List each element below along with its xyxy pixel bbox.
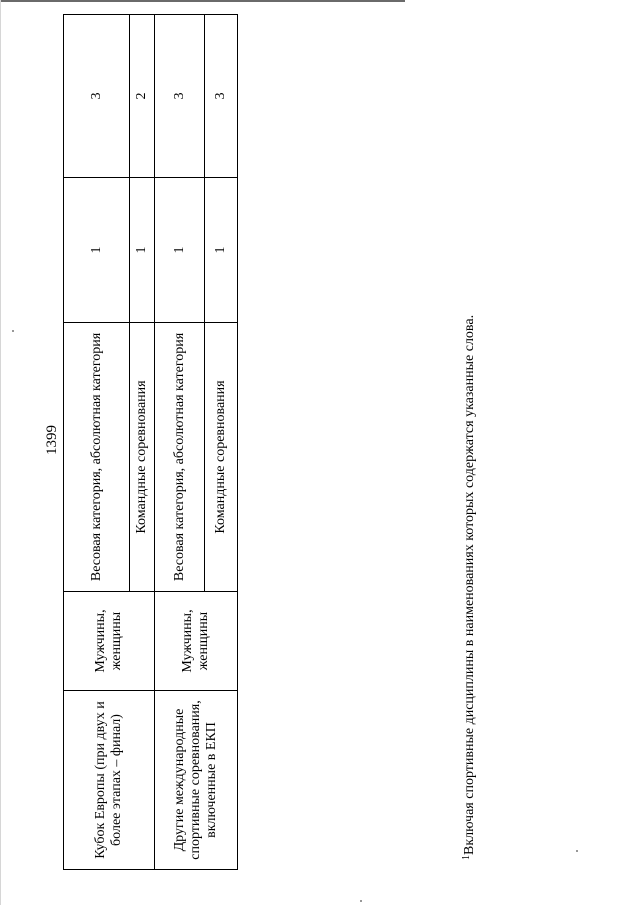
scan-edge-top (0, 0, 405, 2)
competition-table (63, 14, 238, 870)
table-row (155, 15, 205, 870)
count-cell: 3 (155, 15, 205, 178)
places-cell: 1 (205, 178, 238, 323)
competition-cell: Другие международные спортивные соревнования, включенные в ЕКП (155, 691, 238, 870)
discipline-cell: Командные соревнования (205, 323, 238, 592)
count-cell: 3 (205, 15, 238, 178)
footnote (462, 315, 478, 860)
places-cell: 1 (130, 178, 155, 323)
table-row (64, 15, 130, 870)
discipline-cell: Командные соревнования (130, 323, 155, 592)
competition-cell: Кубок Европы (при двух и более этапах – финал) (64, 691, 155, 870)
gender-cell: Мужчины, женщины (155, 592, 238, 691)
footnote-marker: 1 (461, 855, 472, 860)
count-cell: 2 (130, 15, 155, 178)
page-number: 1399 (44, 425, 60, 455)
discipline-cell: Весовая категория, абсолютная категория (64, 323, 130, 592)
rotated-document-page (0, 20, 600, 880)
places-cell: 1 (155, 178, 205, 323)
scan-speck (360, 900, 362, 902)
gender-cell: Мужчины, женщины (64, 592, 155, 691)
count-cell: 3 (64, 15, 130, 178)
places-cell: 1 (64, 178, 130, 323)
footnote-text: Включая спортивные дисциплины в наименованиях которых содержатся указанные слова. (462, 314, 477, 855)
discipline-cell: Весовая категория, абсолютная категория (155, 323, 205, 592)
